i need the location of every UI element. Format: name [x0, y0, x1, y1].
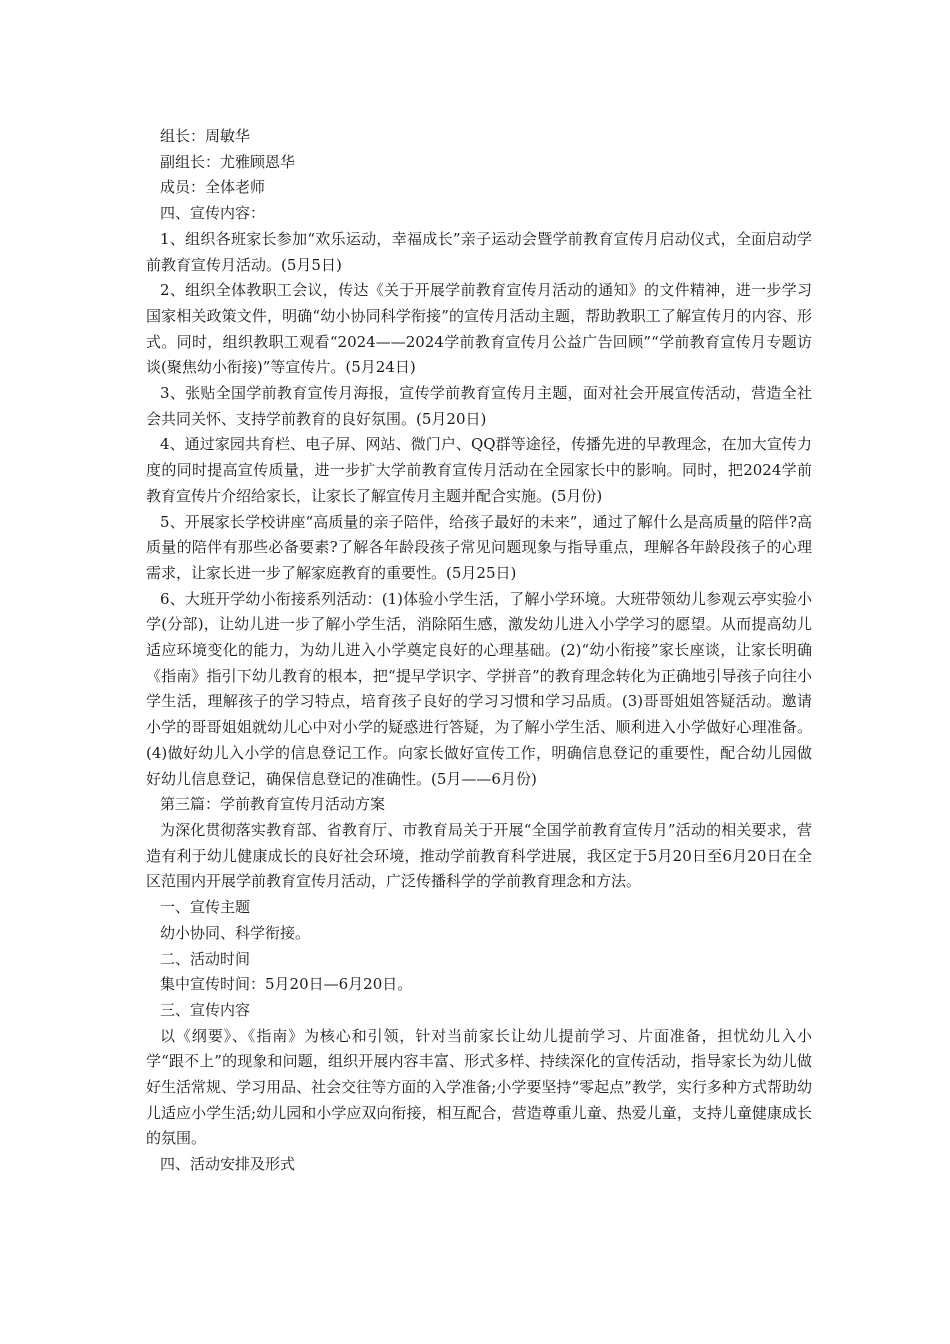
section-heading-theme: 一、宣传主题 — [160, 898, 251, 917]
content-paragraph: 以《纲要》、《指南》为核心和引领，针对当前家长让幼儿提前学习、片面准备，担忧幼儿入小学“跟不上”的现象和问题，组织开展内容丰富、形式多样、持续深化的宣传活动，指导家长为幼儿做好生活常规、学习用品、社会交往等方面的入学准备;小学要坚持“零起点”教学，实行多种方式帮助幼儿适应小学生活;幼儿园和小学应双向衔接，相互配合，营造尊重儿童、热爱儿童，支持儿童健康成长的氛围。 — [146, 1026, 812, 1148]
time-text: 集中宣传时间：5月20日—6月20日。 — [160, 975, 413, 994]
list-item: 4、通过家园共育栏、电子屏、网站、微门户、QQ群等途径，传播先进的早教理念，在加大宣传力度的同时提高宣传质量，进一步扩大学前教育宣传月活动在全园家长中的影响。同时，把2024学前教育宣传片介绍给家长，让家长了解宣传月主题并配合实施。(5月份) — [146, 435, 812, 505]
list-item: 3、张贴全国学前教育宣传月海报，宣传学前教育宣传月主题，面对社会开展宣传活动，营造全社会共同关怀、支持学前教育的良好氛围。(5月20日) — [146, 384, 812, 428]
group-vice-leader: 副组长：尤雅顾恩华 — [160, 152, 296, 171]
section-heading-content: 三、宣传内容 — [160, 1000, 251, 1019]
list-item: 6、大班开学幼小衔接系列活动：(1)体验小学生活，了解小学环境。大班带领幼儿参观云亭实验小学(分部)，让幼儿进一步了解小学生活，消除陌生感，激发幼儿进入小学学习的愿望。从而提高幼儿适应环境变化的能力，为幼儿进入小学奠定良好的心理基础。(2)“幼小衔接”家长座谈，让家长明确《指南》指引下幼儿教育的根本，把“提早学识字、学拼音”的教育理念转化为正确地引导孩子向往小学生活，理解孩子的学习特点，培育孩子良好的学习习惯和学习品质。(3)哥哥姐姐答疑活动。邀请小学的哥哥姐姐就幼儿心中对小学的疑惑进行答疑，为了解小学生活、顺利进入小学做好心理准备。(4)做好幼儿入小学的信息登记工作。向家长做好宣传工作，明确信息登记的重要性，配合幼儿园做好幼儿信息登记，确保信息登记的准确性。(5月——6月份) — [146, 589, 812, 788]
list-item: 1、组织各班家长参加“欢乐运动，幸福成长”亲子运动会暨学前教育宣传月启动仪式，全面启动学前教育宣传月活动。(5月5日) — [146, 229, 812, 274]
document-body — [146, 124, 812, 1178]
theme-text: 幼小协同、科学衔接。 — [160, 923, 311, 942]
intro-paragraph: 为深化贯彻落实教育部、省教育厅、市教育局关于开展“全国学前教育宣传月”活动的相关要求，营造有利于幼儿健康成长的良好社会环境，推动学前教育科学进展，我区定于5月20日至6月20日在全区范围内开展学前教育宣传月活动，广泛传播科学的学前教育理念和方法。 — [146, 820, 812, 891]
section-heading-publicity-content: 四、宣传内容： — [160, 204, 266, 223]
section-heading-arrangement: 四、活动安排及形式 — [160, 1155, 296, 1174]
list-item: 5、开展家长学校讲座“高质量的亲子陪伴，给孩子最好的未来”，通过了解什么是高质量的陪伴?高质量的陪伴有那些必备要素?了解各年龄段孩子常见问题现象与指导重点，理解各年龄段孩子的心理需求，让家长进一步了解家庭教育的重要性。(5月25日) — [146, 512, 812, 582]
list-item: 2、组织全体教职工会议，传达《关于开展学前教育宣传月活动的通知》的文件精神，进一步学习国家相关政策文件，明确“幼小协同科学衔接”的宣传月活动主题，帮助教职工了解宣传月的内容、形式。同时，组织教职工观看“2024——2024学前教育宣传月公益广告回顾”“学前教育宣传月专题访谈(聚焦幼小衔接)”等宣传片。(5月24日) — [146, 281, 812, 377]
section-heading-time: 二、活动时间 — [160, 949, 251, 968]
group-leader: 组长：周敏华 — [160, 127, 251, 145]
part3-title: 第三篇：学前教育宣传月活动方案 — [160, 795, 386, 814]
group-members: 成员：全体老师 — [160, 178, 266, 197]
